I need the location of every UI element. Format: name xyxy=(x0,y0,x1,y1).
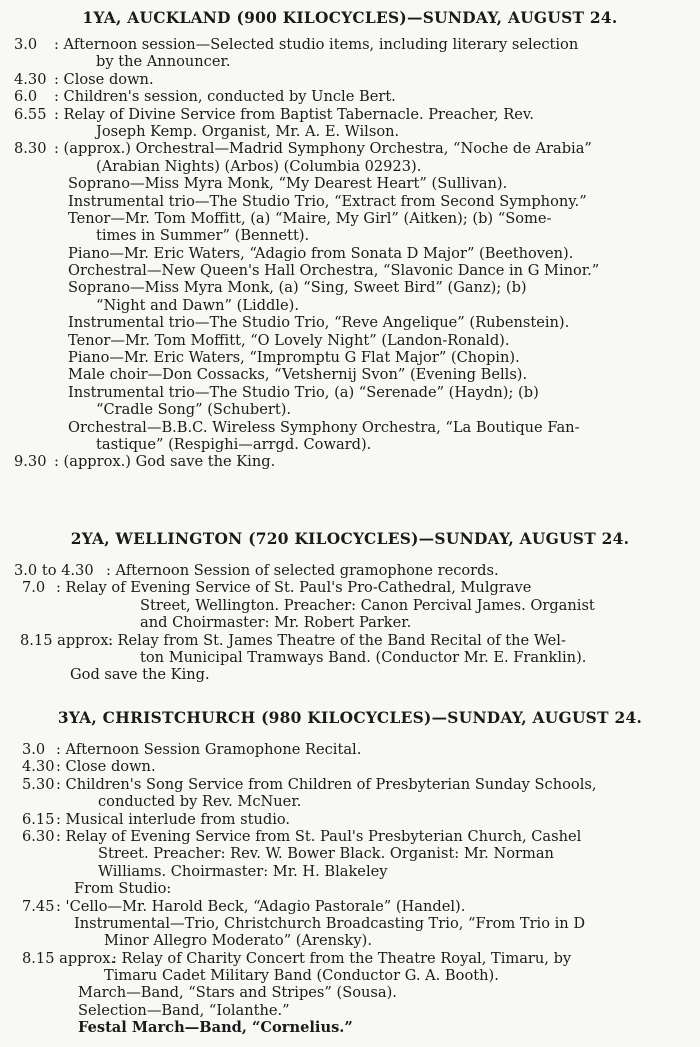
programme-item xyxy=(0,419,700,436)
time-label: 4.30 xyxy=(14,70,47,88)
station-heading: 3YA, CHRISTCHURCH (980 KILOCYCLES)—SUNDAY, AUGUST 24. xyxy=(57,709,643,727)
programme-item xyxy=(0,332,700,349)
time-label: 3.0 xyxy=(14,36,38,53)
schedule-line xyxy=(0,140,700,157)
time-label: 3.0 to 4.30 xyxy=(14,562,94,579)
programme-text: : Afternoon Session of selected gramophone records. xyxy=(106,562,499,579)
schedule-line xyxy=(0,562,700,579)
station-section-wellington xyxy=(0,531,700,553)
programme-text-continued: Street, Wellington. Preacher: Canon Percival James. Organist xyxy=(140,596,595,614)
programme-item xyxy=(0,210,700,227)
programme-item xyxy=(0,1019,700,1036)
schedule-line xyxy=(0,436,700,453)
programme-text-continued: Joseph Kemp. Organist, Mr. A. E. Wilson. xyxy=(96,122,400,140)
time-label: 7.0 xyxy=(22,579,46,597)
schedule-line xyxy=(0,36,700,53)
programme-text-continued: by the Announcer. xyxy=(96,53,231,71)
programme-item-text: Tenor—Mr. Tom Moffitt, “O Lovely Night” (Landon-Ronald). xyxy=(68,331,510,349)
station-heading: 1YA, AUCKLAND (900 KILOCYCLES)—SUNDAY, AUGUST 24. xyxy=(82,9,618,27)
programme-item xyxy=(0,384,700,401)
programme-item-text: Soprano—Miss Myra Monk, “My Dearest Heart” (Sullivan). xyxy=(68,175,508,193)
schedule-line xyxy=(0,845,700,862)
time-label: 6.55 xyxy=(14,105,47,123)
programme-text-continued: (Arabian Nights) (Arbos) (Columbia 02923). xyxy=(96,157,422,175)
schedule-line xyxy=(0,758,700,775)
programme-text-continued: Williams. Choirmaster: Mr. H. Blakeley xyxy=(98,862,388,880)
programme-item xyxy=(0,915,700,932)
programme-item-text: Festal March—Band, “Cornelius.” xyxy=(78,1019,353,1037)
programme-item-text: From Studio: xyxy=(74,880,172,898)
programme-text-continued: and Choirmaster: Mr. Robert Parker. xyxy=(140,614,412,632)
programme-text: : Relay of Evening Service of St. Paul's Pro-Cathedral, Mulgrave xyxy=(56,579,532,597)
schedule-line xyxy=(0,106,700,123)
station-section-auckland xyxy=(0,10,700,32)
programme-item-text: Tenor—Mr. Tom Moffitt, (a) “Maire, My Girl” (Aitken); (b) “Some- xyxy=(68,209,552,227)
programme-item xyxy=(0,880,700,897)
programme-item-text: Instrumental trio—The Studio Trio, (a) “Serenade” (Haydn); (b) xyxy=(68,383,539,401)
programme-item-text: Instrumental trio—The Studio Trio, “Extract from Second Symphony.” xyxy=(68,192,587,210)
programme-text: : Relay of Evening Service from St. Paul's Presbyterian Church, Cashel xyxy=(56,827,582,845)
programme-text-continued: Minor Allegro Moderato” (Arensky). xyxy=(104,932,372,950)
schedule-line xyxy=(0,453,700,470)
programme-item-text: Male choir—Don Cossacks, “Vetshernij Svon” (Evening Bells). xyxy=(68,366,528,384)
time-label: 8.15 approx. xyxy=(22,949,116,967)
schedule-line xyxy=(0,776,700,793)
schedule-line xyxy=(0,863,700,880)
programme-text-continued: times in Summer” (Bennett). xyxy=(96,227,310,245)
programme-text: : Children's Song Service from Children of Presbyterian Sunday Schools, xyxy=(56,775,597,793)
schedule-line xyxy=(0,401,700,418)
schedule-line xyxy=(0,950,700,967)
programme-text-continued: Timaru Cadet Military Band (Conductor G. A. Booth). xyxy=(104,967,499,985)
programme-text: : Relay of Charity Concert from the Theatre Royal, Timaru, by xyxy=(112,949,572,967)
schedule-line xyxy=(0,123,700,140)
programme-item-text: Piano—Mr. Eric Waters, “Impromptu G Flat Major” (Chopin). xyxy=(68,349,520,367)
christchurch-schedule xyxy=(0,741,700,1037)
time-label: 4.30 xyxy=(22,758,55,776)
programme-text: : Children's session, conducted by Uncle Bert. xyxy=(54,88,396,106)
programme-item-text: Instrumental trio—The Studio Trio, “Reve Angelique” (Rubenstein). xyxy=(68,314,570,332)
schedule-line xyxy=(0,53,700,70)
schedule-line xyxy=(0,898,700,915)
programme-text: : Afternoon session—Selected studio items, including literary selection xyxy=(54,36,579,53)
programme-item-text: Instrumental—Trio, Christchurch Broadcasting Trio, “From Trio in D xyxy=(74,914,586,932)
schedule-line xyxy=(0,227,700,244)
station-heading: 2YA, WELLINGTON (720 KILOCYCLES)—SUNDAY, AUGUST 24. xyxy=(70,530,630,548)
programme-item-text: Soprano—Miss Myra Monk, (a) “Sing, Sweet Bird” (Ganz); (b) xyxy=(68,279,527,297)
programme-text-continued: conducted by Rev. McNuer. xyxy=(98,793,302,811)
programme-text: : (approx.) God save the King. xyxy=(54,453,276,471)
programme-text: : Close down. xyxy=(54,70,154,88)
time-label: 8.15 approx. xyxy=(20,631,114,649)
programme-text-continued: “Night and Dawn” (Liddle). xyxy=(96,296,299,314)
programme-text: : Relay of Divine Service from Baptist Tabernacle. Preacher, Rev. xyxy=(54,105,534,123)
programme-item-text: Piano—Mr. Eric Waters, “Adagio from Sonata D Major” (Beethoven). xyxy=(68,244,574,262)
programme-text-continued: tastique” (Respighi—arrgd. Coward). xyxy=(96,435,372,453)
programme-item xyxy=(0,175,700,192)
programme-text: : 'Cello—Mr. Harold Beck, “Adagio Pastorale” (Handel). xyxy=(56,897,466,915)
programme-item-text: Orchestral—B.B.C. Wireless Symphony Orchestra, “La Boutique Fan- xyxy=(68,418,580,436)
auckland-schedule xyxy=(0,36,700,471)
time-label: 7.45 xyxy=(22,897,55,915)
programme-item xyxy=(0,245,700,262)
programme-item xyxy=(0,349,700,366)
schedule-line xyxy=(0,793,700,810)
wellington-schedule xyxy=(0,562,700,684)
schedule-line xyxy=(0,71,700,88)
schedule-line xyxy=(0,811,700,828)
programme-item xyxy=(0,984,700,1001)
programme-text: : Afternoon Session Gramophone Recital. xyxy=(56,741,362,758)
schedule-line xyxy=(0,297,700,314)
programme-item xyxy=(0,279,700,296)
time-label: 9.30 xyxy=(14,453,47,471)
programme-text: : Musical interlude from studio. xyxy=(56,810,291,828)
programme-item xyxy=(0,262,700,279)
time-label: 3.0 xyxy=(22,741,46,758)
programme-text-continued: ton Municipal Tramways Band. (Conductor Mr. E. Franklin). xyxy=(140,648,587,666)
schedule-line xyxy=(0,649,700,666)
schedule-line xyxy=(0,828,700,845)
schedule-line xyxy=(0,741,700,758)
schedule-line xyxy=(0,597,700,614)
schedule-line xyxy=(0,579,700,596)
programme-item xyxy=(0,1002,700,1019)
programme-item xyxy=(0,366,700,383)
schedule-line xyxy=(0,614,700,631)
programme-text-continued: “Cradle Song” (Schubert). xyxy=(96,401,292,419)
schedule-line xyxy=(0,932,700,949)
programme-text: : Relay from St. James Theatre of the Band Recital of the Wel- xyxy=(108,631,566,649)
programme-item xyxy=(0,193,700,210)
schedule-line xyxy=(0,632,700,649)
schedule-line xyxy=(0,158,700,175)
time-label: 6.30 xyxy=(22,827,55,845)
programme-item-text: God save the King. xyxy=(70,666,210,684)
time-label: 8.30 xyxy=(14,140,47,158)
schedule-line xyxy=(0,967,700,984)
time-label: 6.0 xyxy=(14,88,38,106)
schedule-line xyxy=(0,88,700,105)
programme-text-continued: Street. Preacher: Rev. W. Bower Black. Organist: Mr. Norman xyxy=(98,845,554,863)
programme-item-text: Orchestral—New Queen's Hall Orchestra, “Slavonic Dance in G Minor.” xyxy=(68,262,600,280)
programme-text: : (approx.) Orchestral—Madrid Symphony Orchestra, “Noche de Arabia” xyxy=(54,140,592,158)
programme-item-text: March—Band, “Stars and Stripes” (Sousa). xyxy=(78,984,397,1002)
programme-item xyxy=(0,314,700,331)
programme-item xyxy=(0,666,700,683)
time-label: 6.15 xyxy=(22,810,55,828)
programme-text: : Close down. xyxy=(56,758,156,776)
time-label: 5.30 xyxy=(22,775,55,793)
programme-item-text: Selection—Band, “Iolanthe.” xyxy=(78,1001,290,1019)
station-section-christchurch xyxy=(0,710,700,732)
